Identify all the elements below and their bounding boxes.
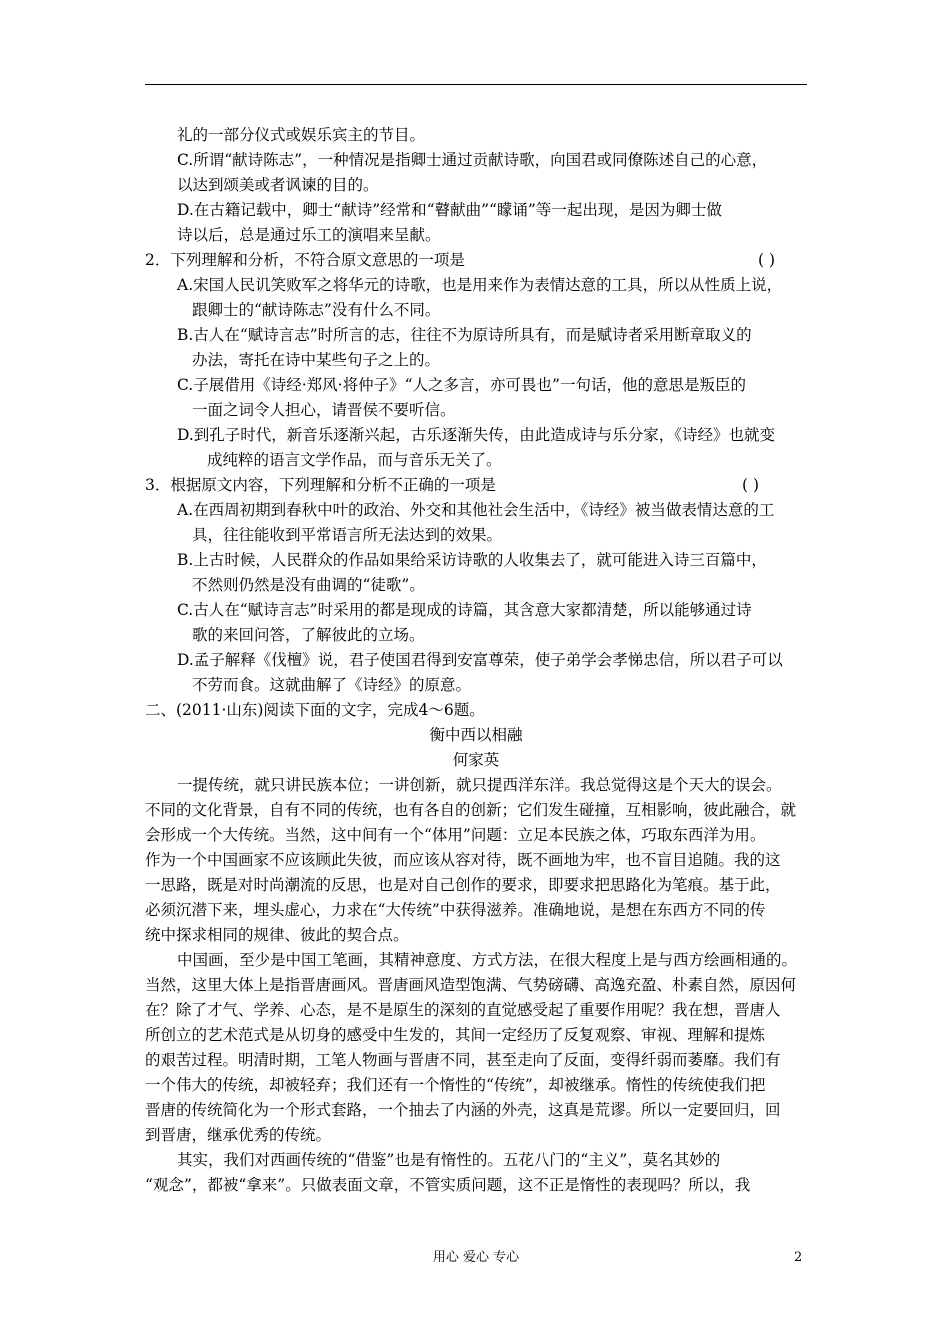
q3-option-b: B.上古时候，人民群众的作品如果给采访诗歌的人收集去了，就可能进入诗三百篇中， [177, 551, 767, 569]
section-heading: 二、(2011·山东)阅读下面的文字，完成4～6题。 [145, 701, 485, 719]
q2-text-line: 一面之词令人担心，请晋侯不要听信。 [192, 401, 456, 419]
q2-text-line: 办法，寄托在诗中某些句子之上的。 [192, 351, 441, 369]
paragraph-line: 中国画，至少是中国工笔画，其精神意度、方式方法，在很大程度上是与西方绘画相通的。 [177, 951, 798, 969]
paragraph-line: “观念”，都被“拿来”。只做表面文章，不管实质问题，这不正是惰性的表现吗？所以，我 [145, 1176, 751, 1194]
q1-option-c: C.所谓“献诗陈志”，一种情况是指卿士通过贡献诗歌，向国君或同僚陈述自己的心意， [177, 151, 768, 169]
paragraph-line: 其实，我们对西画传统的“借鉴”也是有惰性的。五花八门的“主义”，莫名其妙的 [177, 1151, 721, 1169]
q3-option-c: C.古人在“赋诗言志”时采用的都是现成的诗篇，其含意大家都清楚，所以能够通过诗 [177, 601, 752, 619]
q2-option-d: D.到孔子时代，新音乐逐渐兴起，古乐逐渐失传，由此造成诗与乐分家，《诗经》也就变 [177, 426, 776, 444]
q2-option-c: C.子展借用《诗经·郑风·将仲子》“人之多言，亦可畏也”一句话，他的意思是叛臣的 [177, 376, 746, 394]
paragraph-line: 必须沉潜下来，埋头虚心，力求在“大传统”中获得滋养。准确地说，是想在东西方不同的传 [145, 901, 766, 919]
q2-answer-parens: ( ) [758, 251, 776, 269]
q2-text-line: 跟卿士的“献诗陈志”没有什么不同。 [192, 301, 441, 319]
q3-option-d: D.孟子解释《伐檀》说，君子使国君得到安富尊荣，使子弟学会孝悌忠信，所以君子可以 [177, 651, 783, 669]
article-title: 衡中西以相融 [429, 726, 523, 744]
q3-text-line: 具，往往能收到平常语言所无法达到的效果。 [192, 526, 503, 544]
q3-option-a: A.在西周初期到春秋中叶的政治、外交和其他社会生活中，《诗经》被当做表情达意的工 [177, 501, 775, 519]
q1-text-line: 礼的一部分仪式或娱乐宾主的节目。 [177, 126, 426, 144]
q3-answer-parens: ( ) [742, 476, 760, 494]
page-number: 2 [794, 1250, 803, 1265]
header-rule [145, 84, 807, 85]
q3-text-line: 不劳而食。这就曲解了《诗经》的原意。 [192, 676, 472, 694]
paragraph-line: 的艰苦过程。明清时期，工笔人物画与晋唐不同，甚至走向了反面，变得纤弱而萎靡。我们有 [145, 1051, 781, 1069]
q1-text-line: 以达到颂美或者讽谏的目的。 [177, 176, 379, 194]
paragraph-line: 会形成一个大传统。当然，这中间有一个“体用”问题：立足本民族之体，巧取东西洋为用。 [145, 826, 766, 844]
paragraph-line: 到晋唐，继承优秀的传统。 [145, 1126, 332, 1144]
article-author: 何家英 [452, 751, 500, 769]
paragraph-line: 作为一个中国画家不应该顾此失彼，而应该从容对待，既不画地为牢，也不盲目追随。我的这 [145, 851, 781, 869]
q2-option-a: A.宋国人民讥笑败军之将华元的诗歌，也是用来作为表情达意的工具，所以从性质上说， [177, 276, 783, 294]
q1-option-d: D.在古籍记载中，卿士“献诗”经常和“瞽献曲”“矇诵”等一起出现，是因为卿士做 [177, 201, 722, 219]
q2-option-b: B.古人在“赋诗言志”时所言的志，往往不为原诗所具有，而是赋诗者采用断章取义的 [177, 326, 752, 344]
q3-stem: 3．根据原文内容，下列理解和分析不正确的一项是 [145, 476, 496, 494]
paragraph-line: 晋唐的传统简化为一个形式套路，一个抽去了内涵的外壳，这真是荒谬。所以一定要回归，回 [145, 1101, 781, 1119]
q1-text-line: 诗以后，总是通过乐工的演唱来呈献。 [177, 226, 441, 244]
paragraph-line: 一思路，既是对时尚潮流的反思，也是对自己创作的要求，即要求把思路化为笔痕。基于此， [145, 876, 781, 894]
paragraph-line: 一个伟大的传统，却被轻弃；我们还有一个惰性的“传统”，却被继承。惰性的传统使我们把 [145, 1076, 766, 1094]
paragraph-line: 一提传统，就只讲民族本位；一讲创新，就只提西洋东洋。我总觉得这是个天大的误会。 [177, 776, 782, 794]
q2-text-line: 成纯粹的语言文学作品，而与音乐无关了。 [207, 451, 502, 469]
paragraph-line: 不同的文化背景，自有不同的传统，也有各自的创新；它们发生碰撞，互相影响，彼此融合，就 [145, 801, 797, 819]
paragraph-line: 所创立的艺术范式是从切身的感受中生发的，其间一定经历了反复观察、审视、理解和提炼 [145, 1026, 766, 1044]
q3-text-line: 不然则仍然是没有曲调的“徒歌”。 [192, 576, 425, 594]
paragraph-line: 在？除了才气、学养、心态，是不是原生的深刻的直觉感受起了重要作用呢？我在想，晋唐人 [145, 1001, 781, 1019]
paragraph-line: 当然，这里大体上是指晋唐画风。晋唐画风造型饱满、气势磅礴、高逸充盈、朴素自然，原因何 [145, 976, 797, 994]
paragraph-line: 统中探求相同的规律、彼此的契合点。 [145, 926, 409, 944]
q2-stem: 2．下列理解和分析，不符合原文意思的一项是 [145, 251, 465, 269]
page-footer: 用心 爱心 专心 [432, 1250, 520, 1265]
q3-text-line: 歌的来回问答，了解彼此的立场。 [192, 626, 425, 644]
